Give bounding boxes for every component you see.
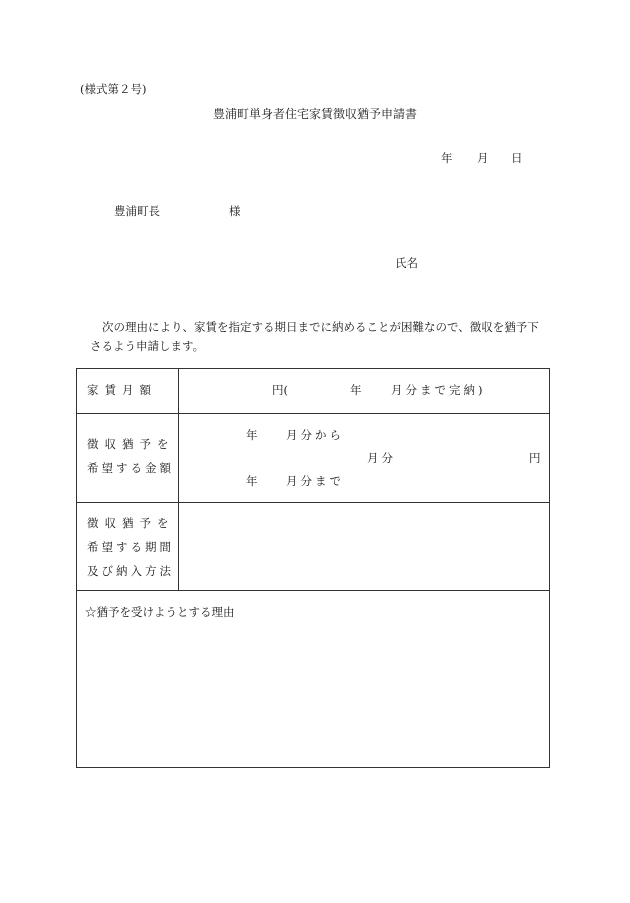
table-row-divider: [77, 590, 549, 591]
deferral-to-year: 年: [246, 474, 258, 488]
deferral-period-label-3: 及び納入方法: [87, 564, 174, 578]
deferral-period-label-2: 希望する期間: [87, 540, 174, 554]
deferral-from-month: 月分から: [286, 428, 344, 442]
deferral-reason-label: ☆猶予を受けようとする理由: [85, 605, 235, 619]
monthly-rent-year: 年: [350, 383, 362, 397]
table-row-divider: [77, 502, 549, 503]
deferral-amount-label-1: 徴収猶予を: [87, 437, 175, 451]
addressee-honorific: 様: [229, 204, 241, 218]
applicant-name-label: 氏名: [395, 256, 418, 270]
deferral-from-year: 年: [246, 428, 258, 442]
table-column-divider: [178, 369, 179, 591]
table-row-divider: [77, 413, 549, 414]
addressee-name: 豊浦町長: [114, 204, 160, 218]
monthly-rent-label: 家賃月額: [87, 383, 157, 397]
date-day: 日: [511, 151, 523, 165]
deferral-month-count: 月分: [367, 451, 396, 465]
application-table: [76, 368, 550, 768]
deferral-period-label-1: 徴収猶予を: [87, 516, 175, 530]
date-month: 月: [477, 151, 489, 165]
monthly-rent-yen: 円(: [272, 383, 288, 397]
request-body-line1: 次の理由により、家賃を指定する期日までに納めることが困難なので、徴収を猶予下: [102, 320, 539, 334]
request-body-line2: さるよう申請します。: [90, 339, 205, 353]
form-number: (様式第２号): [80, 82, 147, 96]
document-title: 豊浦町単身者住宅家賃徴収猶予申請書: [213, 107, 418, 121]
date-year: 年: [441, 151, 453, 165]
deferral-yen: 円: [529, 451, 541, 465]
monthly-rent-paid-until: 月分まで完納): [391, 383, 486, 397]
deferral-to-month: 月分まで: [286, 474, 344, 488]
deferral-amount-label-2: 希望する金額: [87, 461, 174, 475]
